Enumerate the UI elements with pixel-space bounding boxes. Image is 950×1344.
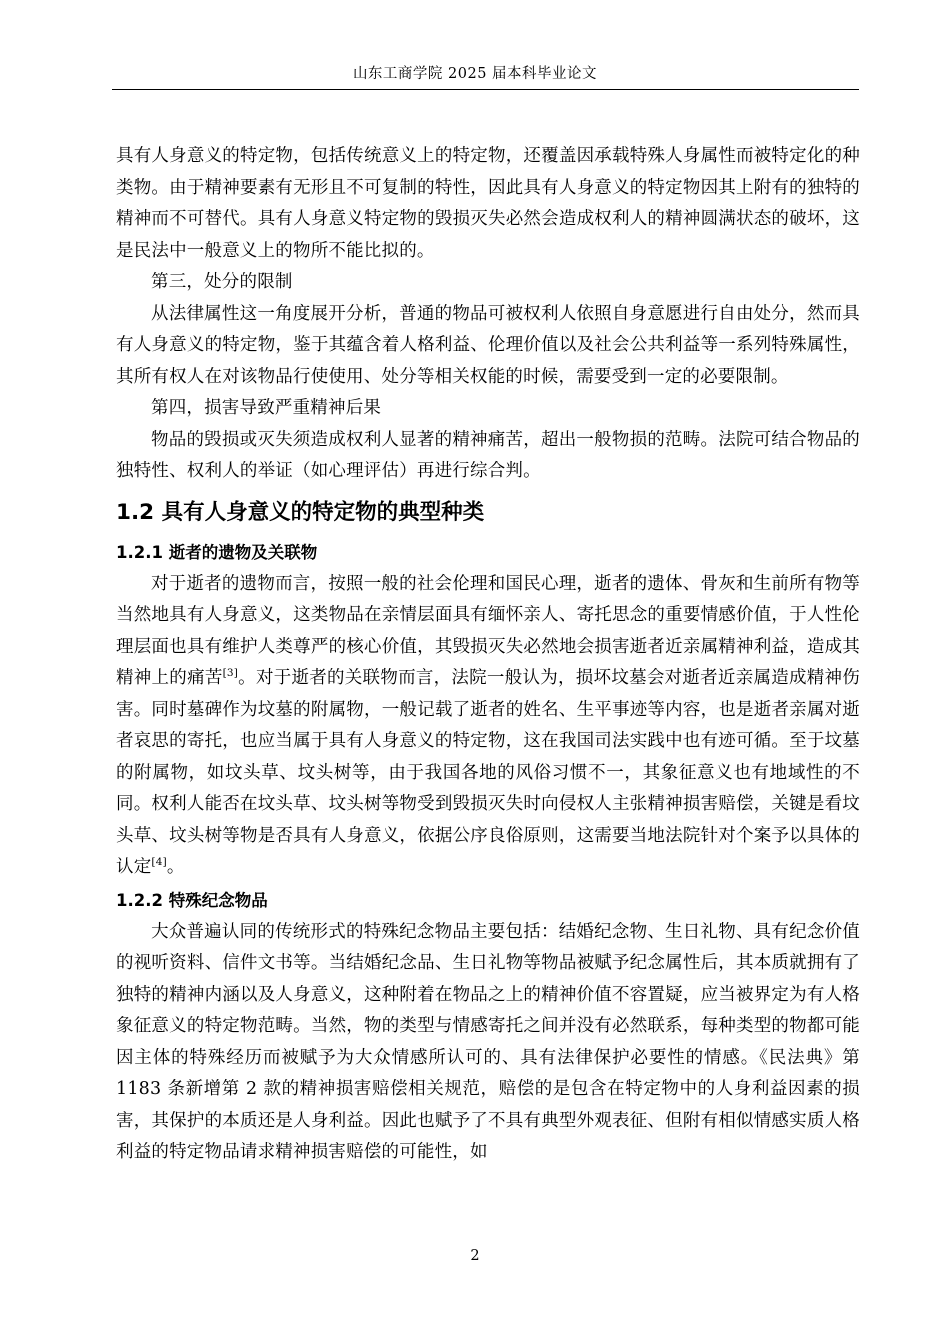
paragraph: 具有人身意义的特定物，包括传统意义上的特定物，还覆盖因承载特殊人身属性而被特定化的种类物。由于精神要素有无形且不可复制的特性，因此具有人身意义的特定物因其上附有的独特的精神而不可替代。具有人身意义特定物的毁损灭失必然会造成权利人的精神圆满状态的破坏，这是民法中一般意义上的物所不能比拟的。 [116,146,860,261]
section-heading: 1.2 具有人身意义的特定物的典型种类 [116,499,485,525]
paragraph: 物品的毁损或灭失须造成权利人显著的精神痛苦，超出一般物损的范畴。法院可结合物品的独特性、权利人的举证（如心理评估）再进行综合判。 [116,429,860,481]
paragraph [116,569,860,884]
subsection-heading: 1.2.1 逝者的遗物及关联物 [116,542,318,562]
page-number: 2 [470,1248,480,1264]
paragraph-text: 。对于逝者的关联物而言，法院一般认为，损坏坟墓会对逝者近亲属造成精神伤害。同时墓碑作为坟墓的附属物，一般记载了逝者的姓名、生平事迹等内容，也是逝者亲属对逝者哀思的寄托，也应当属于具有人身意义的特定物，这在我国司法实践中也有迹可循。至于坟墓的附属物，如坟头草、坟头树等，由于我国各地的风俗习惯不一，其象征意义也有地域性的不同。权利人能否在坟头草、坟头树等物受到毁损灭失时向侵权人主张精神损害赔偿，关键是看坟头草、坟头树等物是否具有人身意义，依据公序良俗原则，这需要当地法院针对个案予以具体的认定 [116,668,861,877]
paragraph: 第四，损害导致严重精神后果 [151,398,382,418]
subsection-heading: 1.2.2 特殊纪念物品 [116,890,268,910]
citation-ref: [3] [222,667,239,679]
citation-ref: [4] [151,856,167,868]
header-rule [112,89,859,90]
page-body [116,141,860,1169]
page-header: 山东工商学院 2025 届本科毕业论文 [352,66,598,82]
paragraph: 大众普遍认同的传统形式的特殊纪念物品主要包括：结婚纪念物、生日礼物、具有纪念价值的视听资料、信件文书等。当结婚纪念品、生日礼物等物品被赋予纪念属性后，其本质就拥有了独特的精神内涵以及人身意义，这种附着在物品之上的精神价值不容置疑，应当被界定为有人格象征意义的特定物范畴。当然，物的类型与情感寄托之间并没有必然联系，每种类型的物都可能因主体的特殊经历而被赋予为大众情感所认可的、具有法律保护必要性的情感。《民法典》第 1183 条新增第 2 款的精神损害赔偿相关规范，赔偿的是包含在特定物中的人身利益因素的损害，其保护的本质还是人身利益。因此也赋予了不具有典型外观表征、但附有相似情感实质人格利益的特定物品请求精神损害赔偿的可能性，如 [116,921,860,1162]
paragraph: 从法律属性这一角度展开分析，普通的物品可被权利人依照自身意愿进行自由处分，然而具有人身意义的特定物，鉴于其蕴含着人格利益、伦理价值以及社会公共利益等一系列特殊属性，其所有权人在对该物品行使使用、处分等相关权能的时候，需要受到一定的必要限制。 [116,303,860,387]
paragraph: 第三，处分的限制 [151,272,293,292]
paragraph-text: 。 [166,857,185,877]
paragraph-text: 对于逝者的遗物而言，按照一般的社会伦理和国民心理，逝者的遗体、骨灰和生前所有物等当然地具有人身意义，这类物品在亲情层面具有缅怀亲人、寄托思念的重要情感价值，于人性伦理层面也具有维护人类尊严的核心价值，其毁损灭失必然地会损害逝者近亲属精神利益，造成其精神上的痛苦 [116,573,860,688]
